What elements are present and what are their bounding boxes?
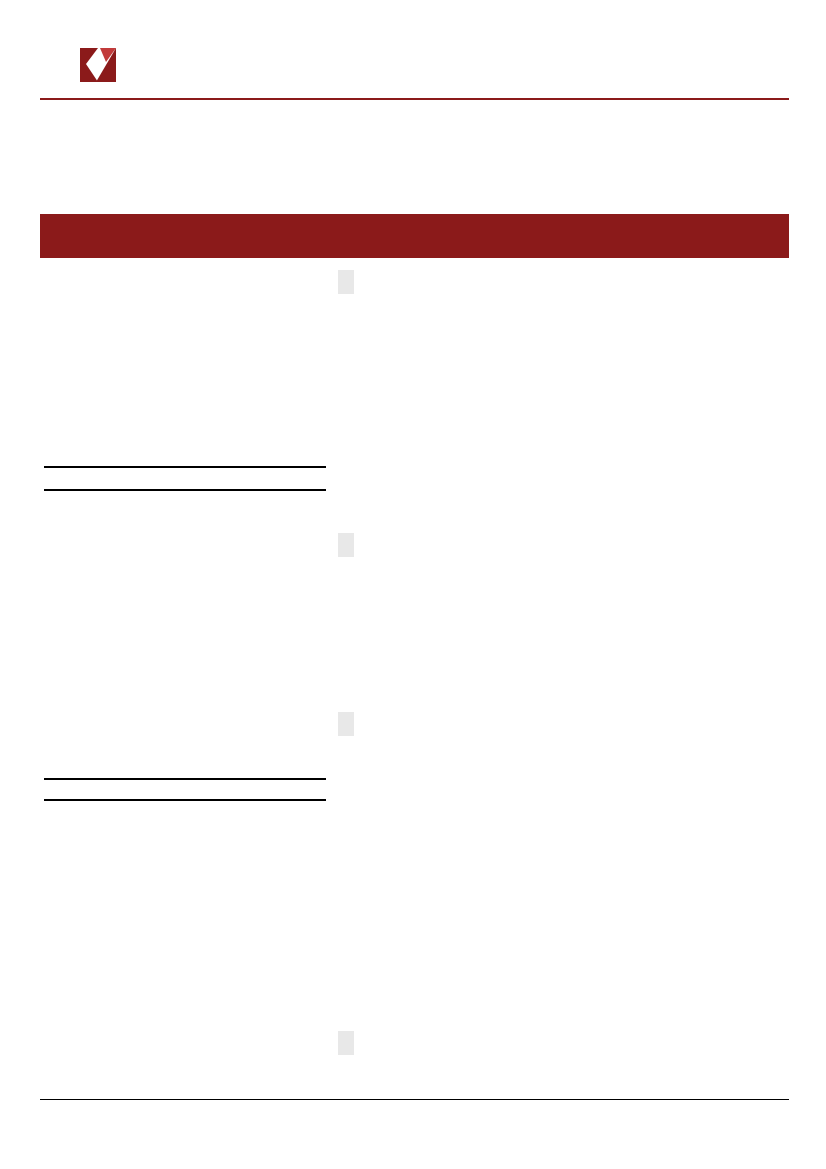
footer-rule xyxy=(40,1099,789,1100)
table-rule xyxy=(44,489,326,491)
index-performance-chart xyxy=(44,290,322,430)
table-rule xyxy=(44,466,326,468)
section-head-data-update xyxy=(338,1031,354,1055)
header-rule xyxy=(40,98,789,100)
company-logo-icon xyxy=(76,42,120,86)
report-banner xyxy=(40,214,789,258)
table-rule xyxy=(44,799,326,801)
table-rule xyxy=(44,778,326,780)
section-head-news xyxy=(338,270,354,294)
section-head-macro xyxy=(338,533,354,557)
section-head-industry xyxy=(338,712,354,736)
